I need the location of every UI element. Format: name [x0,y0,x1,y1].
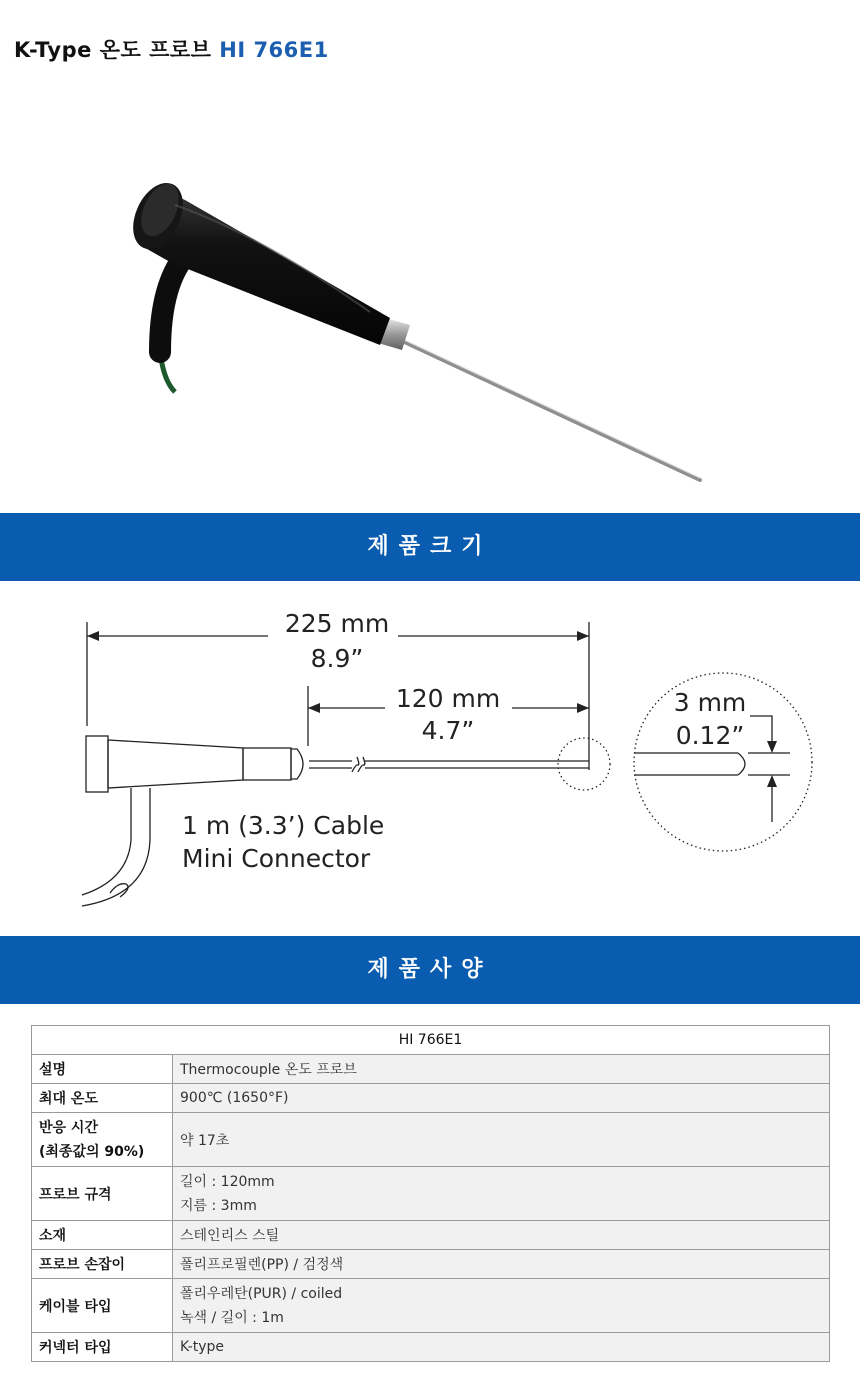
spec-key: 커넥터 타입 [32,1333,173,1362]
spec-key-line: (최종값의 90%) [39,1143,145,1160]
spec-key: 케이블 타입 [32,1279,173,1333]
spec-value: 스테인리스 스틸 [173,1221,830,1250]
cable-label: 1 m (3.3’) Cable [182,811,385,840]
spec-value [173,1167,830,1221]
spec-key: 소재 [32,1221,173,1250]
spec-value: 폴리프로필렌(PP) / 검정색 [173,1250,830,1279]
spec-value: 900℃ (1650°F) [173,1084,830,1113]
spec-table [31,1025,830,1362]
table-row [32,1113,830,1167]
diameter-mm: 3 mm [673,688,747,717]
spec-key: 설명 [32,1055,173,1084]
spec-value-line: 녹색 / 길이 : 1m [180,1309,284,1326]
spec-header-row [32,1026,830,1055]
spec-value: 약 17초 [173,1113,830,1167]
table-row [32,1084,830,1113]
spec-value-line: 길이 : 120mm [180,1173,275,1190]
dimension-drawing [0,581,860,936]
spec-key-line: 반응 시간 [39,1119,98,1136]
table-row [32,1279,830,1333]
connector-label: Mini Connector [182,844,371,873]
page-title [14,34,329,64]
spec-value: K-type [173,1333,830,1362]
probe-length-mm: 120 mm [395,684,501,713]
table-row [32,1221,830,1250]
product-photo [0,90,860,510]
diameter-in: 0.12” [675,721,745,750]
section-header-spec: 제품사양 [0,936,860,1004]
spec-value: Thermocouple 온도 프로브 [173,1055,830,1084]
spec-header-model: HI 766E1 [32,1026,830,1055]
table-row [32,1250,830,1279]
table-row [32,1055,830,1084]
spec-value [173,1279,830,1333]
table-row [32,1167,830,1221]
spec-value-line: 지름 : 3mm [180,1197,257,1214]
probe-length-in: 4.7” [421,716,475,745]
spec-key: 프로브 규격 [32,1167,173,1221]
spec-key: 프로브 손잡이 [32,1250,173,1279]
title-prefix: K-Type 온도 프로브 [14,38,212,62]
total-length-in: 8.9” [310,644,364,673]
spec-key: 최대 온도 [32,1084,173,1113]
spec-key [32,1113,173,1167]
title-model: HI 766E1 [219,38,329,62]
spec-value-line: 폴리우레탄(PUR) / coiled [180,1285,343,1302]
total-length-mm: 225 mm [284,609,390,638]
section-header-size: 제품크기 [0,513,860,581]
table-row [32,1333,830,1362]
